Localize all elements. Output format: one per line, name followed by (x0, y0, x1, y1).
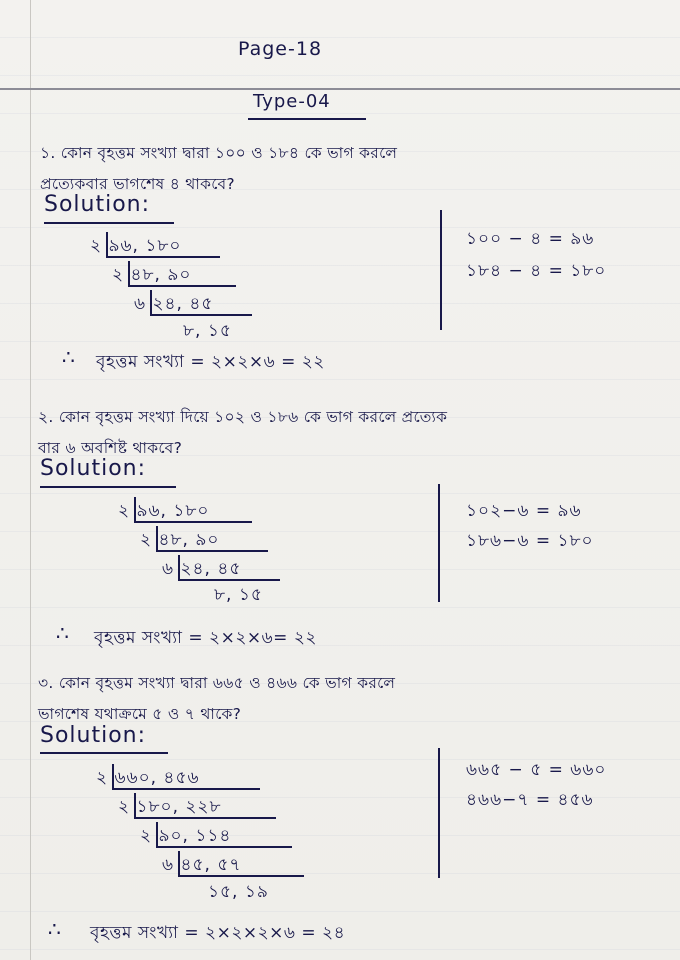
page-edge-line (30, 0, 31, 960)
problem-2-question-line-1: ২. কোন বৃহত্তম সংখ্যা দিয়ে ১০২ ও ১৮৬ কে ভাগ করলে প্রত্যেক (38, 408, 448, 426)
problem-3-question-line-1: ৩. কোন বৃহত্তম সংখ্যা দ্বারা ৬৬৫ ও ৪৬৬ কে ভাগ করলে (38, 674, 396, 692)
problem-3-equation-2: ৪৬৬−৭ = ৪৫৬ (466, 790, 594, 810)
problem-1-solution-label: Solution: (44, 192, 151, 217)
type-title-underline (248, 118, 366, 120)
problem-3-division-row-2: ২ ১৮০, ২২৮ (118, 797, 222, 817)
problem-2-conclusion: বৃহত্তম সংখ্যা = ২×২×৬= ২২ (94, 628, 317, 648)
problem-2-therefore-symbol: ∴ (56, 621, 69, 645)
problem-1-conclusion: বৃহত্তম সংখ্যা = ২×২×৬ = ২২ (96, 352, 325, 372)
problem-3-solution-underline (40, 752, 168, 754)
problem-1-therefore-symbol: ∴ (62, 345, 75, 369)
problem-3-division-bracket-1 (112, 764, 260, 790)
problem-3-therefore-symbol: ∴ (48, 917, 61, 941)
problem-2-division-bracket-2 (156, 526, 268, 552)
problem-2-equation-1: ১০২−৬ = ৯৬ (466, 501, 582, 521)
problem-1-division-row-3: ৬ ২৪, ৪৫ (134, 294, 214, 314)
problem-1-separator (440, 210, 442, 330)
problem-2-division-row-3: ৬ ২৪, ৪৫ (162, 559, 242, 579)
problem-1-division-bracket-1 (106, 232, 220, 258)
problem-3-division-bracket-3 (156, 822, 292, 848)
problem-1-division-row-4: ৮, ১৫ (183, 321, 232, 341)
problem-3-division-bracket-2 (134, 793, 276, 819)
problem-3-equation-1: ৬৬৫ − ৫ = ৬৬০ (466, 760, 607, 780)
problem-2-equation-2: ১৮৬−৬ = ১৮০ (466, 531, 594, 551)
problem-1-division-bracket-3 (150, 290, 252, 316)
problem-1-equation-2: ১৮৪ − ৪ = ১৮০ (466, 261, 607, 281)
problem-1-division-row-1: ২ ৯৬, ১৮০ (90, 236, 182, 256)
problem-1-solution-underline (44, 222, 174, 224)
problem-1-question-line-2: প্রত্যেকবার ভাগশেষ ৪ থাকবে? (40, 175, 235, 193)
problem-3-division-row-1: ২ ৬৬০, ৪৫৬ (96, 768, 200, 788)
problem-2-solution-underline (40, 486, 176, 488)
type-title: Type-04 (253, 91, 331, 112)
problem-2-division-row-1: ২ ৯৬, ১৮০ (118, 501, 210, 521)
problem-1-division-bracket-2 (128, 261, 236, 287)
problem-3-division-row-4: ৬ ৪৫, ৫৭ (162, 855, 242, 875)
problem-2-division-bracket-1 (134, 497, 252, 523)
problem-3-question-line-2: ভাগশেষ যথাক্রমে ৫ ও ৭ থাকে? (38, 705, 242, 723)
problem-3-division-row-3: ২ ৯০, ১১৪ (140, 826, 232, 846)
problem-2-division-row-4: ৮, ১৫ (214, 585, 263, 605)
problem-3-conclusion: বৃহত্তম সংখ্যা = ২×২×২×৬ = ২৪ (90, 923, 346, 943)
problem-2-solution-label: Solution: (40, 456, 147, 481)
problem-2-division-bracket-3 (178, 555, 280, 581)
problem-1-division-row-2: ২ ৪৮, ৯০ (112, 265, 192, 285)
problem-1-question-line-1: ১. কোন বৃহত্তম সংখ্যা দ্বারা ১০০ ও ১৮৪ কে ভাগ করলে (40, 144, 398, 162)
problem-3-solution-label: Solution: (40, 723, 147, 748)
problem-2-question-line-2: বার ৬ অবশিষ্ট থাকবে? (38, 439, 183, 457)
header-rule (0, 88, 680, 90)
page-number-title: Page-18 (238, 38, 323, 60)
problem-2-separator (438, 484, 440, 602)
problem-3-separator (438, 748, 440, 878)
problem-1-equation-1: ১০০ − ৪ = ৯৬ (466, 229, 595, 249)
problem-3-division-bracket-4 (178, 851, 304, 877)
problem-2-division-row-2: ২ ৪৮, ৯০ (140, 530, 220, 550)
problem-3-division-row-5: ১৫, ১৯ (208, 882, 269, 902)
